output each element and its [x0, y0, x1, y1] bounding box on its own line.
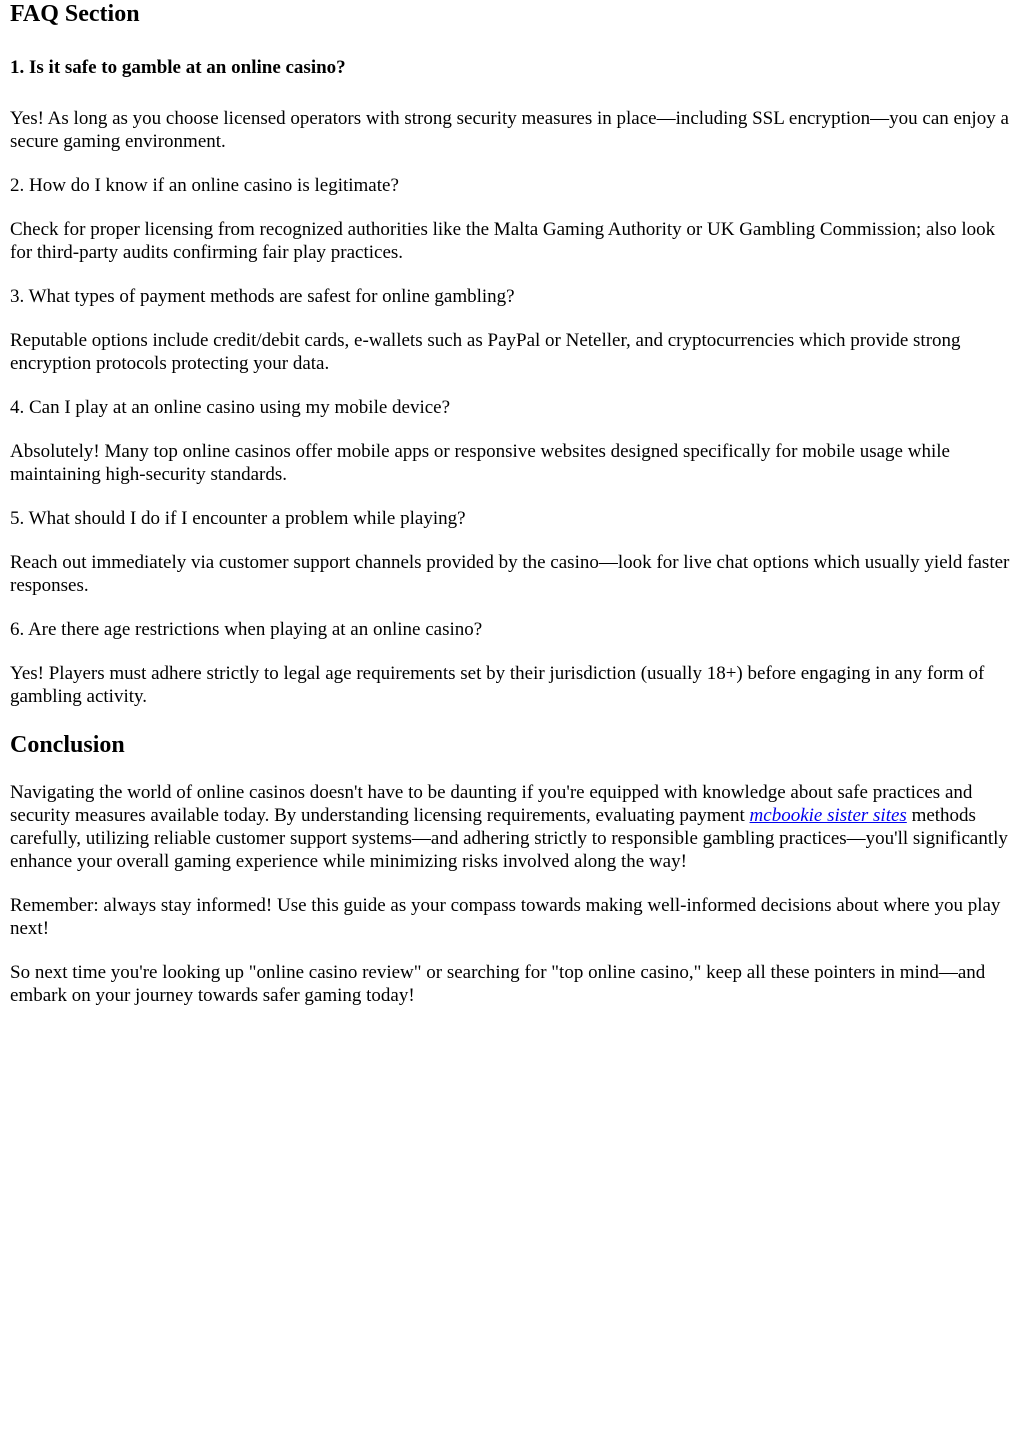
conclusion-text-before-link: Navigating the world of online casinos doesn't have to be daunting if you're equipped with knowledge about safe practices and security measures available today. By understanding licensing requirements, evaluating payment: [10, 782, 973, 826]
faq-question-2: 2. How do I know if an online casino is legitimate?: [10, 175, 399, 196]
faq-question-4: 4. Can I play at an online casino using my mobile device?: [10, 397, 451, 418]
faq-question-1: 1. Is it safe to gamble at an online casino?: [10, 57, 346, 78]
faq-heading: FAQ Section: [10, 1, 140, 27]
faq-question-6: 6. Are there age restrictions when playing at an online casino?: [10, 619, 483, 640]
mcbookie-sister-sites-link[interactable]: mcbookie sister sites: [749, 805, 907, 826]
conclusion-heading: Conclusion: [10, 732, 125, 758]
conclusion-paragraph-3: So next time you're looking up "online casino review" or searching for "top online casino," keep all these pointers in mind—and embark on your journey towards safer gaming today!: [10, 962, 986, 1006]
faq-answer-1: Yes! As long as you choose licensed operators with strong security measures in place—including SSL encryption—you can enjoy a secure gaming environment.: [10, 108, 1009, 152]
conclusion-paragraph-2: Remember: always stay informed! Use this guide as your compass towards making well-informed decisions about where you play next!: [10, 895, 1001, 939]
conclusion-paragraph-1: [10, 781, 1014, 873]
faq-question-3: 3. What types of payment methods are safest for online gambling?: [10, 286, 515, 307]
faq-answer-4: Absolutely! Many top online casinos offer mobile apps or responsive websites designed specifically for mobile usage while maintaining high-security standards.: [10, 441, 950, 485]
faq-question-5: 5. What should I do if I encounter a problem while playing?: [10, 508, 466, 529]
conclusion-text-after-link: methods carefully, utilizing reliable customer support systems—and adhering strictly to responsible gambling practices—you'll significantly enhance your overall gaming experience while minimizing risks involved along the way!: [10, 805, 1008, 872]
faq-answer-2: Check for proper licensing from recognized authorities like the Malta Gaming Authority or UK Gambling Commission; also look for third-party audits confirming fair play practices.: [10, 219, 996, 263]
faq-answer-5: Reach out immediately via customer support channels provided by the casino—look for live chat options which usually yield faster responses.: [10, 552, 1010, 596]
faq-answer-6: Yes! Players must adhere strictly to legal age requirements set by their jurisdiction (usually 18+) before engaging in any form of gambling activity.: [10, 663, 985, 707]
faq-answer-3: Reputable options include credit/debit cards, e-wallets such as PayPal or Neteller, and cryptocurrencies which provide strong encryption protocols protecting your data.: [10, 330, 961, 374]
